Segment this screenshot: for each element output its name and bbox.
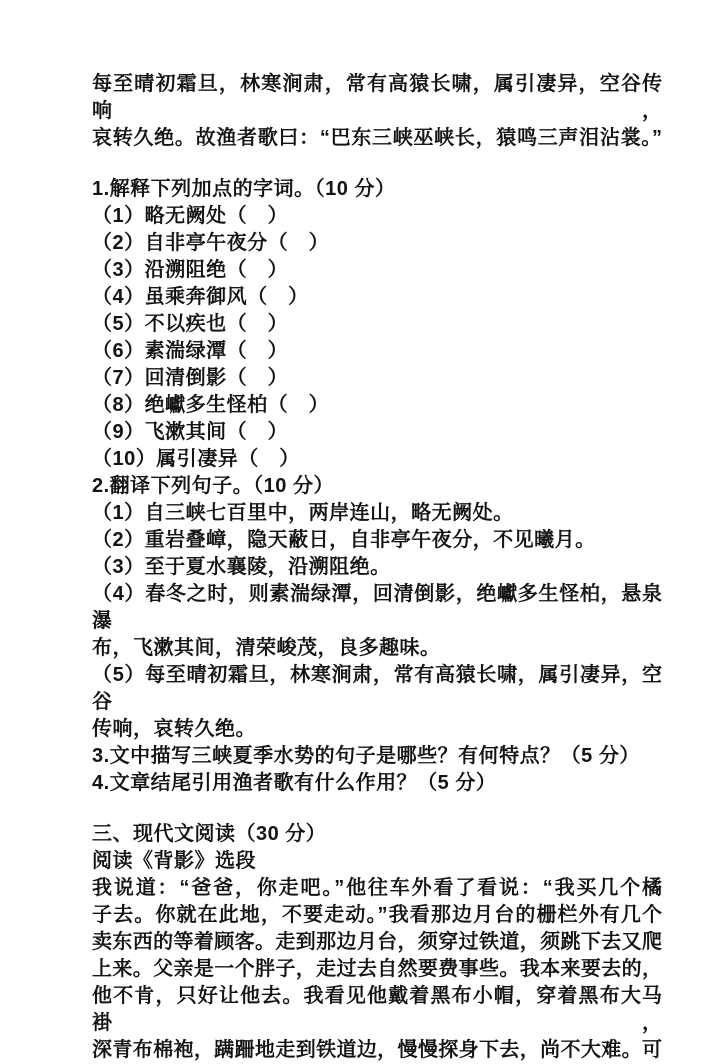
text-line: （6）素湍绿潭（ ） <box>92 340 289 362</box>
text-line: 哀转久绝。故渔者歌曰：“巴东三峡巫峡长，猿鸣三声泪沾裳。” <box>92 127 662 149</box>
text-line: 三、现代文阅读（30 分） <box>92 823 327 845</box>
question-4-fisherman-song <box>92 770 662 797</box>
text-line: 3.文中描写三峡夏季水势的句子是哪些？有何特点？（5 分） <box>92 745 640 767</box>
text-line: 每至晴初霜旦，林寒涧肃，常有高猿长啸，属引凄异，空谷传响， <box>92 73 662 122</box>
text-line: （4）春冬之时，则素湍绿潭，回清倒影，绝巘多生怪柏，悬泉瀑 <box>92 583 662 632</box>
text-line: 4.文章结尾引用渔者歌有什么作用？（5 分） <box>92 772 497 794</box>
text-line: （1）略无阙处（ ） <box>92 205 289 227</box>
text-line: （7）回清倒影（ ） <box>92 367 289 389</box>
text-line: （3）至于夏水襄陵，沿溯阻绝。 <box>92 556 391 578</box>
text-line: 子去。你就在此地，不要走动。”我看那边月台的栅栏外有几个 <box>92 904 662 926</box>
sanxia-passage-ending <box>92 71 662 152</box>
text-line: （4）虽乘奔御风（ ） <box>92 286 309 308</box>
question-1-explain-words <box>92 176 662 473</box>
text-line: （5）每至晴初霜旦，林寒涧肃，常有高猿长啸，属引凄异，空谷 <box>92 664 662 713</box>
text-line: 传响，哀转久绝。 <box>92 718 256 740</box>
text-line: （3）沿溯阻绝（ ） <box>92 259 289 281</box>
text-line: 1.解释下列加点的字词。（10 分） <box>92 178 396 200</box>
text-line: （2）重岩叠嶂，隐天蔽日，自非亭午夜分，不见曦月。 <box>92 529 596 551</box>
text-line: （8）绝巘多生怪柏（ ） <box>92 394 330 416</box>
text-line: （9）飞漱其间（ ） <box>92 421 289 443</box>
question-2-translate <box>92 473 662 743</box>
text-line: （2）自非亭午夜分（ ） <box>92 232 330 254</box>
text-line: 上来。父亲是一个胖子，走过去自然要费事些。我本来要去的， <box>92 958 662 980</box>
section-three-modern-reading-header <box>92 821 662 875</box>
paragraph-gap <box>92 152 662 176</box>
text-line: 2.翻译下列句子。（10 分） <box>92 475 334 497</box>
paragraph-gap <box>92 797 662 821</box>
text-line: （5）不以疾也（ ） <box>92 313 289 335</box>
text-line: 我说道：“爸爸，你走吧。”他往车外看了看说：“我买几个橘 <box>92 877 662 899</box>
text-line: 布，飞漱其间，清荣峻茂，良多趣味。 <box>92 637 441 659</box>
text-line: 深青布棉袍，蹒跚地走到铁道边，慢慢探身下去，尚不大难。可 <box>92 1039 662 1061</box>
question-3-summer-water <box>92 743 662 770</box>
text-line: 他不肯，只好让他去。我看见他戴着黑布小帽，穿着黑布大马褂， <box>92 985 662 1034</box>
text-line: 阅读《背影》选段 <box>92 850 256 872</box>
text-line: 卖东西的等着顾客。走到那边月台，须穿过铁道，须跳下去又爬 <box>92 931 662 953</box>
beiying-passage <box>92 875 662 1064</box>
text-line: （1）自三峡七百里中，两岸连山，略无阙处。 <box>92 502 514 524</box>
text-line: （10）属引凄异（ ） <box>92 448 300 470</box>
